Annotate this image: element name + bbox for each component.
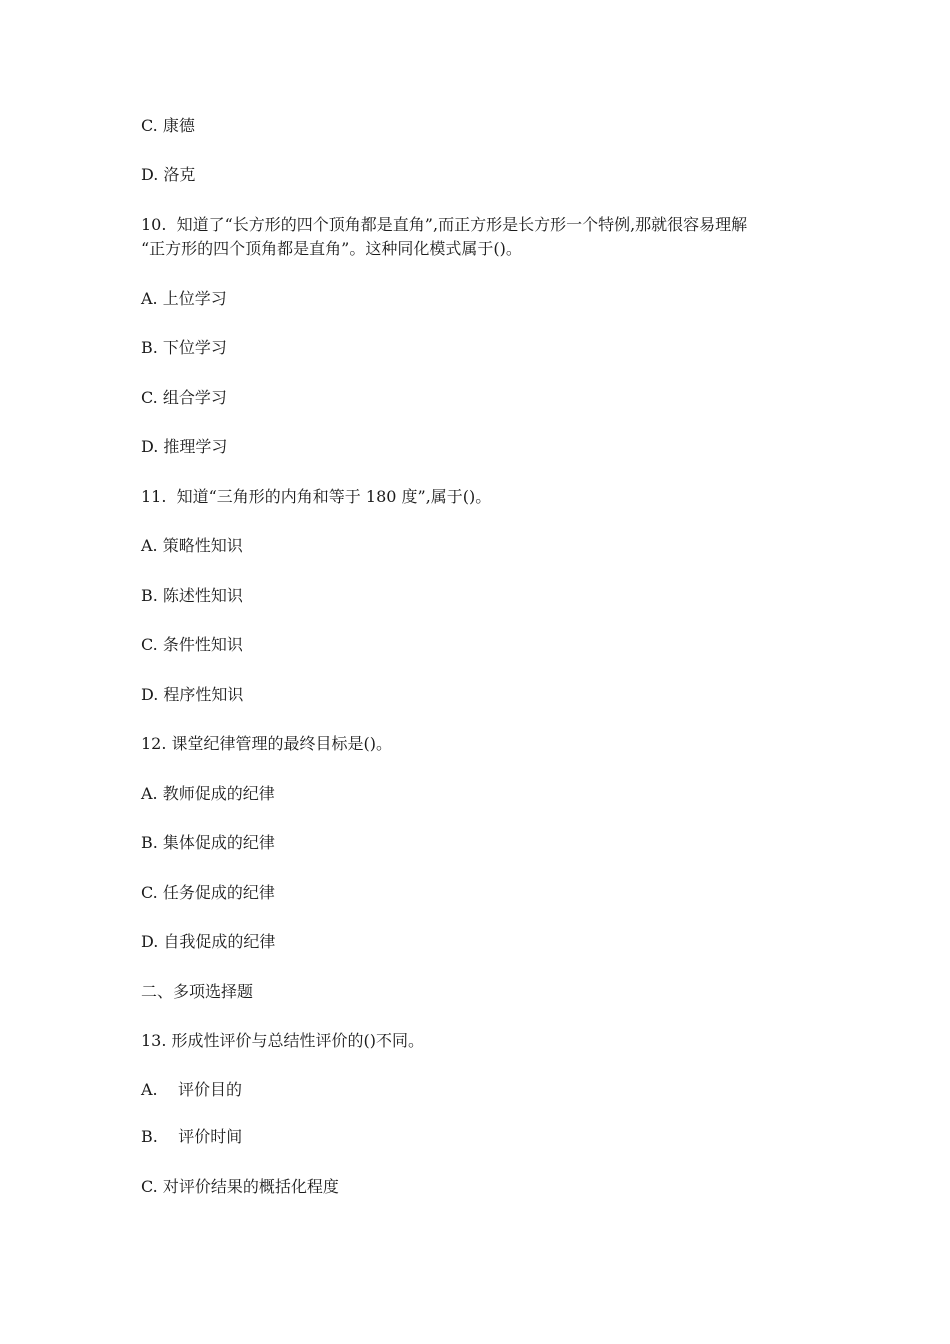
option-d-q10: D. 推理学习 [141, 437, 228, 456]
option-b-q12: B. 集体促成的纪律 [141, 833, 275, 852]
option-c-q9: C. 康德 [141, 116, 195, 135]
option-c-q13: C. 对评价结果的概括化程度 [141, 1177, 339, 1196]
option-b-q13: B. 评价时间 [141, 1127, 243, 1146]
option-a-q13: A. 评价目的 [141, 1080, 242, 1099]
option-c-q10: C. 组合学习 [141, 388, 227, 407]
option-b-q11: B. 陈述性知识 [141, 586, 243, 605]
option-c-q12: C. 任务促成的纪律 [141, 883, 275, 902]
option-d-q9: D. 洛克 [141, 165, 196, 184]
question-13: 13. 形成性评价与总结性评价的()不同。 [141, 1031, 425, 1050]
option-b-q10: B. 下位学习 [141, 338, 227, 357]
option-a-q10: A. 上位学习 [141, 289, 227, 308]
option-d-q11: D. 程序性知识 [141, 685, 244, 704]
option-d-q12: D. 自我促成的纪律 [141, 932, 276, 951]
option-a-q11: A. 策略性知识 [141, 536, 243, 555]
question-11: 11. 知道“三角形的内角和等于 180 度”,属于()。 [141, 487, 492, 506]
question-10-line-1: 10. 知道了“长方形的四个顶角都是直角”,而正方形是长方形一个特例,那就很容易理解 [141, 215, 748, 234]
option-a-q12: A. 教师促成的纪律 [141, 784, 275, 803]
option-c-q11: C. 条件性知识 [141, 635, 243, 654]
section-heading-multiple-choice: 二、多项选择题 [141, 982, 254, 1001]
question-12: 12. 课堂纪律管理的最终目标是()。 [141, 734, 393, 753]
question-10-line-2: “正方形的四个顶角都是直角”。这种同化模式属于()。 [141, 239, 522, 258]
